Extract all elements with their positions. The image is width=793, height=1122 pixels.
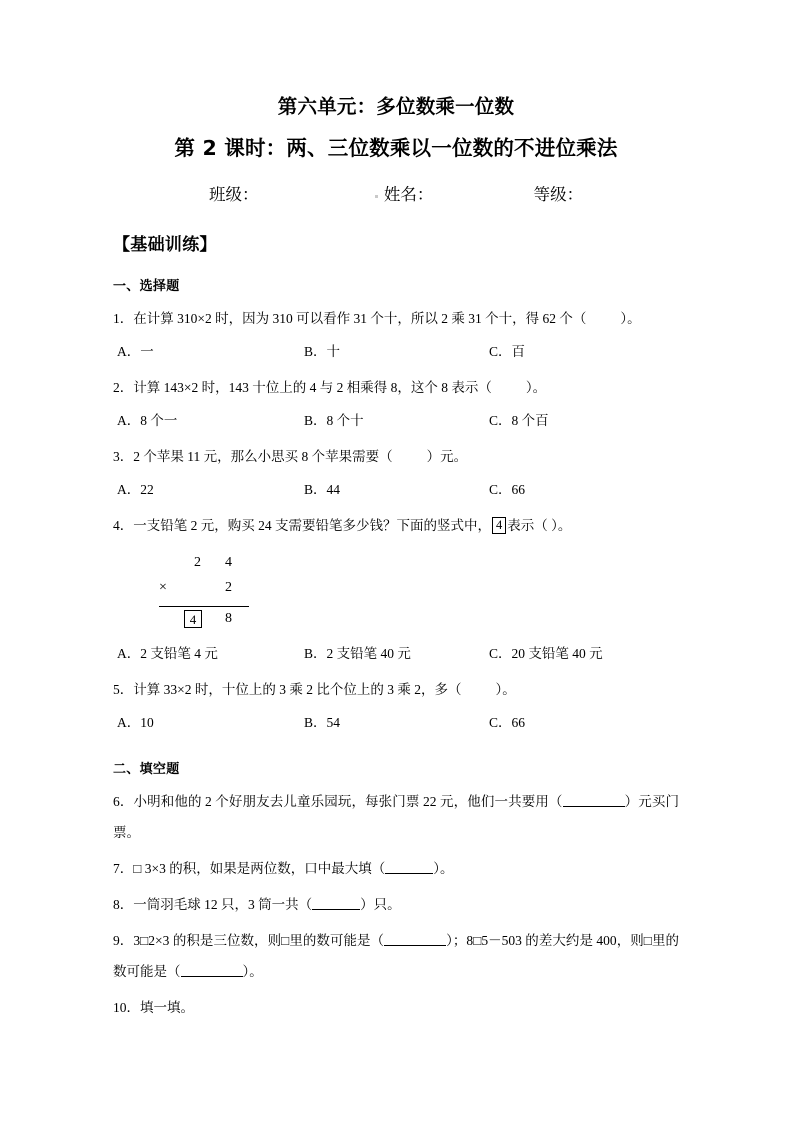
question-7 bbox=[113, 853, 679, 884]
option-c[interactable]: C．20 支铅笔 40 元 bbox=[489, 646, 603, 661]
option-b[interactable]: B．54 bbox=[304, 715, 341, 730]
grade-label: 等级： bbox=[533, 185, 584, 204]
question-9-number: 9． bbox=[113, 933, 134, 948]
question-4-text-pre: 一支铅笔 2 元，购买 24 支需要铅笔多少钱？下面的竖式中， bbox=[133, 518, 491, 533]
question-6-text-part2: ）元买门票。 bbox=[113, 794, 680, 840]
question-1-text-tail: ）。 bbox=[620, 311, 641, 326]
question-9-blank-2[interactable] bbox=[181, 963, 243, 977]
question-9-text-part3: ）。 bbox=[242, 964, 263, 979]
student-info-line bbox=[113, 181, 679, 205]
section-heading-fill-blank: 二、填空题 bbox=[113, 762, 180, 777]
question-5-text: 计算 33×2 时，十位上的 3 乘 2 比个位上的 3 乘 2，多（ bbox=[133, 682, 462, 697]
question-8-text-part2: ）只。 bbox=[360, 897, 401, 912]
question-9-text-part2: ）；8□5－503 的差大约是 400，则□里的数可能是（ bbox=[113, 933, 680, 979]
question-4-number: 4． bbox=[113, 518, 134, 533]
question-6 bbox=[113, 786, 679, 848]
question-6-text-part1: 小明和他的 2 个好朋友去儿童乐园玩，每张门票 22 元，他们一共要用（ bbox=[133, 794, 563, 809]
question-8-blank[interactable] bbox=[312, 896, 360, 910]
question-8-text-part1: 一筒羽毛球 12 只，3 筒一共（ bbox=[133, 897, 313, 912]
stray-mark-icon bbox=[375, 195, 378, 198]
question-9-blank-1[interactable] bbox=[384, 932, 446, 946]
question-1 bbox=[113, 303, 679, 334]
question-3-text-tail: ）元。 bbox=[426, 449, 468, 464]
option-c[interactable]: C．66 bbox=[489, 482, 526, 497]
question-7-text-part2: ）。 bbox=[433, 861, 454, 876]
option-c[interactable]: C．百 bbox=[489, 344, 526, 359]
question-10-text: 填一填。 bbox=[140, 1000, 194, 1015]
question-1-number: 1． bbox=[113, 311, 134, 326]
page-title: 第六单元：多位数乘一位数 bbox=[277, 95, 515, 118]
option-a[interactable]: A．22 bbox=[117, 482, 154, 497]
multiplier-digit: 2 bbox=[225, 580, 232, 595]
question-4-text-post: 表示（ ）。 bbox=[507, 518, 572, 533]
class-label: 班级： bbox=[208, 185, 259, 204]
basic-training-heading: 【基础训练】 bbox=[113, 235, 217, 255]
option-b[interactable]: B．8 个十 bbox=[304, 413, 364, 428]
question-5 bbox=[113, 674, 679, 705]
name-label: 姓名： bbox=[383, 185, 434, 204]
question-7-blank[interactable] bbox=[385, 860, 433, 874]
page-subtitle: 第 2 课时：两、三位数乘以一位数的不进位乘法 bbox=[174, 136, 618, 161]
inline-boxed-digit: 4 bbox=[492, 517, 506, 534]
page-content bbox=[113, 0, 679, 1023]
multiplicand-tens-digit: 2 bbox=[194, 555, 201, 570]
question-2-text-tail: ）。 bbox=[525, 380, 547, 395]
vertical-multiplication-form bbox=[159, 555, 251, 636]
question-1-options bbox=[113, 336, 679, 367]
question-9 bbox=[113, 925, 679, 987]
option-b[interactable]: B．2 支铅笔 40 元 bbox=[304, 646, 411, 661]
question-5-options bbox=[113, 707, 679, 738]
option-a[interactable]: A．10 bbox=[117, 715, 154, 730]
question-3-text: 2 个苹果 11 元，那么小思买 8 个苹果需要（ bbox=[133, 449, 393, 464]
question-2-number: 2． bbox=[113, 380, 134, 395]
question-4-options bbox=[113, 638, 679, 669]
vmult-row-multiplier bbox=[159, 580, 251, 605]
question-2 bbox=[113, 372, 679, 403]
question-7-text-part1: □ 3×3 的积，如果是两位数，口中最大填（ bbox=[133, 861, 386, 876]
option-a[interactable]: A．一 bbox=[117, 344, 154, 359]
question-8 bbox=[113, 889, 679, 920]
question-5-number: 5． bbox=[113, 682, 134, 697]
multiplicand-ones-digit: 4 bbox=[225, 555, 232, 570]
question-2-text: 计算 143×2 时，143 十位上的 4 与 2 相乘得 8，这个 8 表示（ bbox=[133, 380, 492, 395]
question-6-blank[interactable] bbox=[563, 793, 625, 807]
question-9-text-part1: 3□2×3 的积是三位数，则□里的数可能是（ bbox=[133, 933, 385, 948]
question-1-text: 在计算 310×2 时，因为 310 可以看作 31 个十，所以 2 乘 31 个十，得 62 个（ bbox=[133, 311, 587, 326]
question-3 bbox=[113, 441, 679, 472]
question-7-number: 7． bbox=[113, 861, 134, 876]
option-a[interactable]: A．2 支铅笔 4 元 bbox=[117, 646, 218, 661]
question-3-number: 3． bbox=[113, 449, 134, 464]
question-3-options bbox=[113, 474, 679, 505]
option-c[interactable]: C．8 个百 bbox=[489, 413, 549, 428]
product-ones-digit: 8 bbox=[225, 611, 232, 626]
section-heading-choice: 一、选择题 bbox=[113, 279, 180, 294]
vmult-row-product bbox=[159, 607, 251, 636]
question-4 bbox=[113, 510, 679, 541]
question-8-number: 8． bbox=[113, 897, 134, 912]
question-5-text-tail: ）。 bbox=[495, 682, 516, 697]
question-10 bbox=[113, 992, 679, 1023]
option-c[interactable]: C．66 bbox=[489, 715, 526, 730]
multiply-operator-icon: × bbox=[159, 580, 167, 595]
question-2-options bbox=[113, 405, 679, 436]
option-b[interactable]: B．44 bbox=[304, 482, 341, 497]
option-b[interactable]: B．十 bbox=[304, 344, 341, 359]
option-a[interactable]: A．8 个一 bbox=[117, 413, 178, 428]
product-tens-boxed-digit: 4 bbox=[184, 610, 202, 628]
question-6-number: 6． bbox=[113, 794, 134, 809]
vmult-row-multiplicand bbox=[159, 555, 251, 580]
question-10-number: 10． bbox=[113, 1000, 140, 1015]
